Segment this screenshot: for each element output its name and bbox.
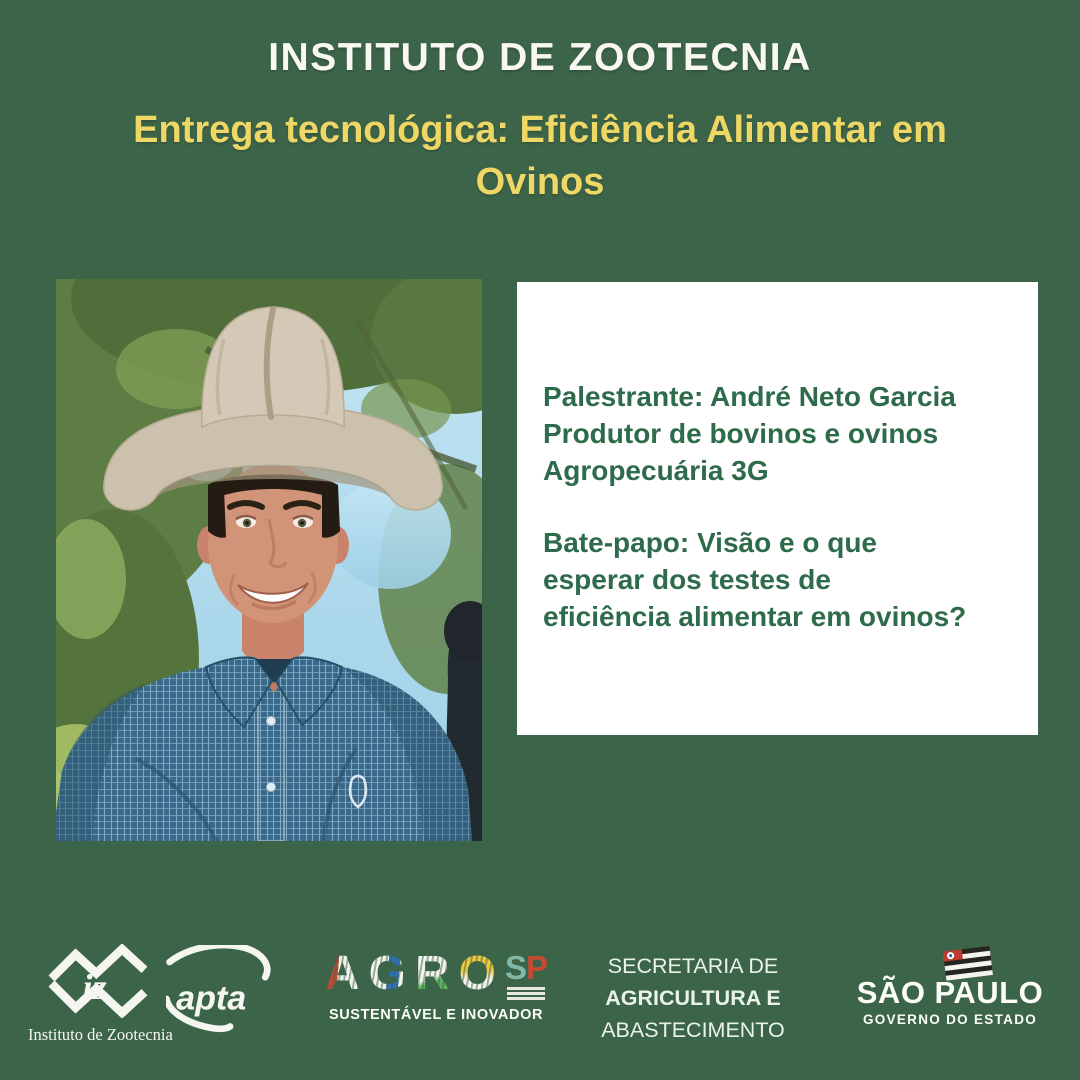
agro-letter-r: R	[414, 947, 450, 1000]
agro-letter-g: G	[368, 947, 406, 1000]
talk-info	[543, 524, 1024, 635]
agro-sp-badge	[505, 951, 547, 1002]
iz-logo-block	[28, 944, 173, 1045]
agro-badge-p: P	[526, 949, 548, 986]
agro-badge-s: S	[505, 949, 527, 986]
iz-logo-icon	[46, 944, 150, 1018]
speaker-line: Agropecuária 3G	[543, 455, 769, 486]
talk-line: eficiência alimentar em ovinos?	[543, 601, 967, 632]
secretaria-line-3: ABASTECIMENTO	[601, 1018, 785, 1042]
sao-paulo-name: SÃO PAULO	[856, 975, 1044, 1010]
apta-wordmark: apta	[175, 979, 246, 1018]
subtitle-line-2: Ovinos	[475, 161, 605, 203]
footer-logos	[0, 930, 1080, 1080]
secretaria-line-1: SECRETARIA DE	[607, 954, 779, 978]
speaker-line: Palestrante: André Neto Garcia	[543, 381, 956, 412]
talk-line: Bate-papo: Visão e o que	[543, 527, 877, 558]
agro-tagline: SUSTENTÁVEL E INOVADOR	[328, 1007, 544, 1023]
iz-caption: Instituto de Zootecnia	[28, 1025, 173, 1044]
apta-logo-icon	[166, 945, 281, 1035]
agro-badge-underlines	[507, 987, 545, 1002]
talk-line: esperar dos testes de	[543, 564, 831, 595]
speaker-card	[517, 282, 1038, 735]
agro-sp-letters	[505, 951, 547, 984]
secretaria-line-2: AGRICULTURA E	[605, 986, 781, 1010]
speaker-photo-illustration	[56, 279, 482, 841]
agro-letter-a: A	[324, 947, 360, 1000]
sao-paulo-logo	[845, 945, 1055, 1027]
sao-paulo-subtitle: GOVERNO DO ESTADO	[862, 1012, 1038, 1027]
page-subtitle	[0, 104, 1080, 208]
page-title: INSTITUTO DE ZOOTECNIA	[268, 36, 812, 79]
secretaria-block	[583, 950, 803, 1046]
speaker-info	[543, 378, 1024, 489]
speaker-photo	[56, 279, 482, 841]
agro-letters	[324, 947, 548, 1002]
iz-monogram: iz	[82, 967, 107, 1008]
agro-letter-o: O	[458, 947, 496, 1000]
agro-sp-logo	[324, 947, 548, 1023]
speaker-line: Produtor de bovinos e ovinos	[543, 418, 939, 449]
speaker-card-text	[543, 378, 1024, 670]
subtitle-line-1: Entrega tecnológica: Eficiência Alimentar em	[133, 109, 947, 151]
apta-logo-block	[163, 945, 283, 1040]
